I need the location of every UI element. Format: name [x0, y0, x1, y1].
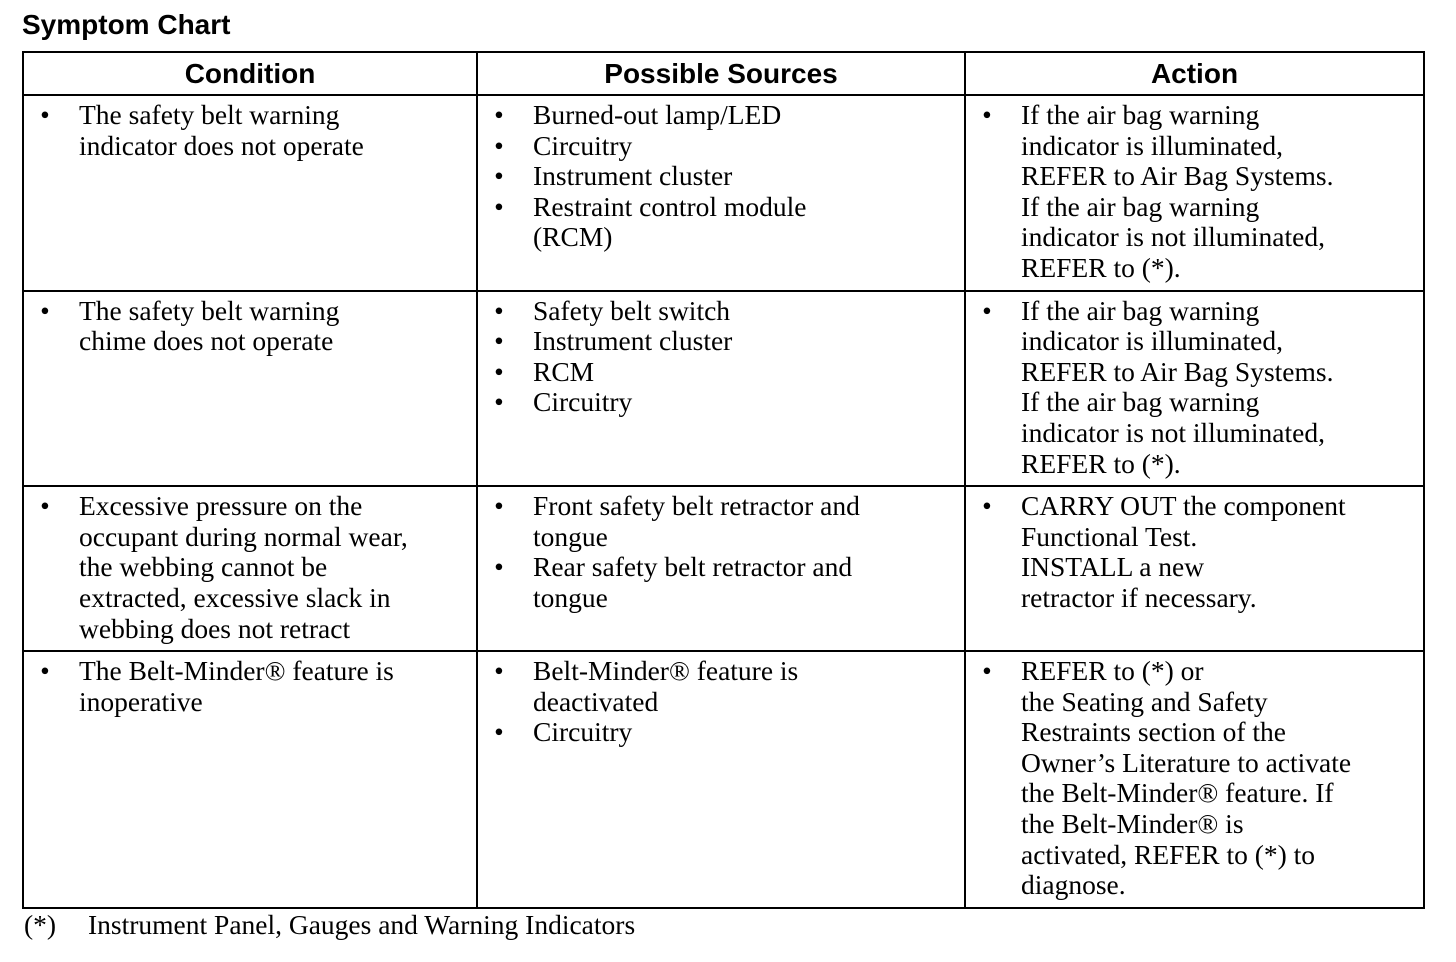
list-item-line: The Belt-Minder® feature is [79, 655, 394, 687]
list-item-line: indicator does not operate [79, 129, 364, 161]
bullet-icon: • [494, 355, 504, 387]
list-item-line: tongue [533, 520, 608, 552]
table-row [23, 291, 1424, 487]
list-item-line: inoperative [79, 685, 203, 717]
list-item-line: Circuitry [533, 386, 633, 418]
list-item [24, 491, 476, 644]
list-item [478, 656, 964, 717]
condition-cell [23, 651, 477, 908]
bullet-list [24, 100, 476, 161]
list-item [966, 656, 1423, 901]
possible-sources-cell [477, 651, 965, 908]
list-item-line: activated, REFER to (*) to [1021, 838, 1316, 870]
bullet-list [478, 100, 964, 253]
bullet-icon: • [494, 716, 504, 748]
bullet-icon: • [494, 325, 504, 357]
page-title: Symptom Chart [22, 9, 231, 40]
list-item-line: diagnose. [1021, 869, 1126, 901]
list-item-line: the Belt-Minder® is [1021, 808, 1244, 840]
bullet-list [478, 491, 964, 613]
bullet-icon: • [982, 294, 992, 326]
possible-sources-cell [477, 95, 965, 291]
list-item-line: tongue [533, 581, 608, 613]
list-item-line: The safety belt warning [79, 99, 340, 130]
bullet-list [478, 656, 964, 748]
list-item [478, 717, 964, 748]
possible-sources-cell [477, 291, 965, 487]
list-item-line: If the air bag warning [1021, 294, 1260, 326]
bullet-list [24, 656, 476, 717]
list-item [478, 326, 964, 357]
list-item-line: REFER to Air Bag Systems. [1021, 160, 1334, 192]
bullet-list [966, 100, 1423, 284]
bullet-icon: • [494, 386, 504, 418]
list-item-line: indicator is not illuminated, [1021, 416, 1325, 448]
list-item-line: indicator is illuminated, [1021, 129, 1283, 161]
bullet-list [966, 656, 1423, 901]
possible-sources-cell [477, 486, 965, 651]
table-header-row [23, 52, 1424, 95]
list-item [478, 161, 964, 192]
list-item-line: REFER to Air Bag Systems. [1021, 355, 1334, 387]
bullet-icon: • [40, 99, 50, 130]
bullet-icon: • [982, 99, 992, 130]
list-item-line: Circuitry [533, 716, 633, 748]
condition-cell [23, 486, 477, 651]
bullet-icon: • [494, 160, 504, 192]
list-item [478, 387, 964, 418]
bullet-list [478, 296, 964, 418]
list-item-line: webbing does not retract [79, 612, 351, 644]
bullet-icon: • [494, 294, 504, 326]
footnote-mark: (*) [24, 909, 57, 940]
table-row [23, 486, 1424, 651]
list-item-line: REFER to (*). [1021, 251, 1181, 283]
bullet-list [966, 296, 1423, 480]
list-item [478, 192, 964, 253]
list-item-line: Rear safety belt retractor and [533, 551, 853, 583]
list-item-line: Functional Test. [1021, 520, 1198, 552]
list-item-line: REFER to (*) or [1021, 655, 1204, 687]
bullet-icon: • [40, 490, 50, 522]
list-item-line: REFER to (*). [1021, 447, 1181, 479]
list-item [24, 296, 476, 357]
bullet-icon: • [494, 490, 504, 522]
list-item-line: Owner’s Literature to activate [1021, 746, 1352, 778]
bullet-icon: • [982, 490, 992, 522]
bullet-list [966, 491, 1423, 613]
list-item-line: If the air bag warning [1021, 190, 1260, 222]
bullet-icon: • [494, 129, 504, 161]
list-item-line: INSTALL a new [1021, 551, 1205, 583]
list-item-line: indicator is illuminated, [1021, 325, 1283, 357]
list-item-line: extracted, excessive slack in [79, 581, 391, 613]
footnote [24, 908, 635, 942]
bullet-icon: • [40, 294, 50, 326]
list-item [24, 656, 476, 717]
list-item-line: occupant during normal wear, [79, 520, 408, 552]
list-item-line: Instrument cluster [533, 325, 733, 357]
list-item-line: Front safety belt retractor and [533, 490, 860, 522]
list-item [478, 100, 964, 131]
bullet-icon: • [494, 99, 504, 130]
list-item-line: chime does not operate [79, 325, 334, 357]
bullet-icon: • [494, 655, 504, 687]
list-item-line: Restraints section of the [1021, 716, 1287, 748]
bullet-icon: • [982, 655, 992, 687]
list-item-line: indicator is not illuminated, [1021, 221, 1325, 253]
symptom-chart-table [22, 51, 1425, 909]
list-item-line: RCM [533, 355, 595, 387]
table-row [23, 95, 1424, 291]
list-item-line: Belt-Minder® feature is [533, 655, 799, 687]
column-header-condition: Condition [23, 52, 477, 95]
list-item-line: retractor if necessary. [1021, 581, 1257, 613]
list-item-line: The safety belt warning [79, 294, 340, 326]
list-item-line: Instrument cluster [533, 160, 733, 192]
list-item-line: the Belt-Minder® feature. If [1021, 777, 1334, 809]
list-item-line: If the air bag warning [1021, 386, 1260, 418]
bullet-icon: • [494, 190, 504, 222]
bullet-list [24, 296, 476, 357]
action-cell [965, 291, 1424, 487]
bullet-icon: • [494, 551, 504, 583]
list-item [478, 131, 964, 162]
list-item-line: (RCM) [533, 221, 613, 253]
list-item [478, 357, 964, 388]
column-header-possible-sources: Possible Sources [477, 52, 965, 95]
list-item-line: Circuitry [533, 129, 633, 161]
list-item-line: Excessive pressure on the [79, 490, 363, 522]
list-item-line: Burned-out lamp/LED [533, 99, 782, 130]
list-item [478, 552, 964, 613]
list-item [966, 296, 1423, 480]
action-cell [965, 95, 1424, 291]
column-header-action: Action [965, 52, 1424, 95]
action-cell [965, 486, 1424, 651]
list-item [24, 100, 476, 161]
list-item-line: the Seating and Safety [1021, 685, 1268, 717]
bullet-list [24, 491, 476, 644]
footnote-text: Instrument Panel, Gauges and Warning Indicators [88, 909, 636, 940]
list-item [478, 491, 964, 552]
list-item-line: Restraint control module [533, 190, 807, 222]
list-item [966, 491, 1423, 613]
list-item-line: Safety belt switch [533, 294, 731, 326]
bullet-icon: • [40, 655, 50, 687]
list-item-line: CARRY OUT the component [1021, 490, 1346, 522]
list-item-line: If the air bag warning [1021, 99, 1260, 130]
list-item [966, 100, 1423, 284]
condition-cell [23, 95, 477, 291]
condition-cell [23, 291, 477, 487]
action-cell [965, 651, 1424, 908]
list-item-line: the webbing cannot be [79, 551, 328, 583]
list-item-line: deactivated [533, 685, 659, 717]
table-row [23, 651, 1424, 908]
list-item [478, 296, 964, 327]
